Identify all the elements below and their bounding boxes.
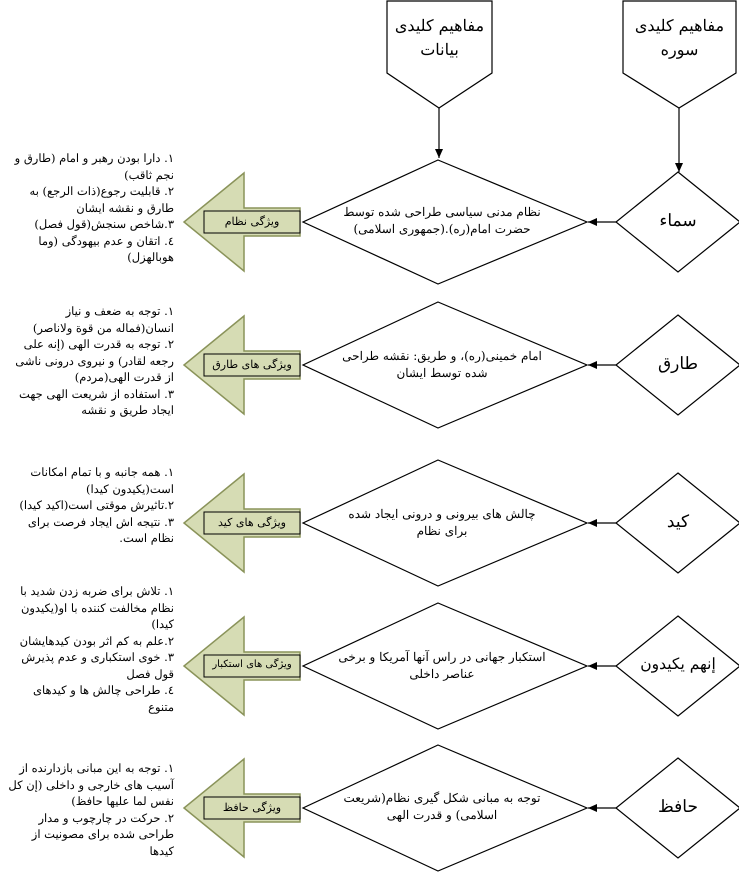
description-text: نظام مدنی سیاسی طراحی شده توسط حضرت امام(ره).(جمهوری اسلامی) [343, 205, 541, 236]
note-item: ۱. توجه به این مبانی بازدارنده از آسیب های خارجی و داخلی (إن کل نفس لما علیها حافظ) [8, 761, 174, 808]
keyword-label: طارق [657, 354, 699, 374]
note-item: ۳. خوی استکباری و عدم پذیرش قول فصل [21, 650, 174, 681]
description-text: امام خمینی(ره)، و طریق: نقشه طراحی شده توسط ایشان [342, 349, 542, 380]
note-item: ۱. توجه به ضعف و نیاز انسان(فماله من قوة ولاناصر) [32, 304, 174, 335]
note-item: ۲. توجه به قدرت الهی (إنه علی رجعه لقادر) و نیروی درونی ناشی از قدرت الهی(مردم) [15, 337, 174, 384]
note-item: ٤. طراحی چالش ها و کیدهای متنوع [33, 683, 174, 714]
note-item: ٤. اتقان و عدم بیهودگی (وما هوبالهزل) [38, 233, 174, 264]
notes-list [6, 303, 174, 419]
header-bayanat-line2: بیانات [420, 40, 459, 59]
note-item: ۳. نتیجه اش ایجاد فرصت برای نظام است. [27, 514, 174, 545]
feature-label: ویژگی نظام [224, 215, 280, 228]
keyword-label: سماء [659, 211, 697, 231]
header-bayanat-line1: مفاهیم کلیدی [394, 16, 485, 35]
note-item: ۳. استفاده از شریعت الهی جهت ایجاد طریق و نقشه [19, 386, 174, 417]
notes-list [6, 583, 174, 715]
feature-label: ویژگی های استکبار [212, 659, 292, 670]
notes-list [6, 150, 174, 266]
note-item: ۱. همه جانبه و با تمام امکانات است(یکیدون کیدا) [30, 465, 174, 496]
keyword-label: حافظ [658, 797, 698, 817]
header-sura [623, 14, 736, 62]
feature-label: ویژگی حافظ [222, 801, 282, 814]
note-item: ۲.تاثیرش موقتی است(اکید کیدا) [19, 498, 174, 512]
keyword-label: کید [666, 512, 690, 532]
note-item: ۱. دارا بودن رهبر و امام (طارق و نجم ثاقب) [14, 151, 174, 182]
notes-list [6, 760, 174, 859]
header-sura-line1: مفاهیم کلیدی [634, 16, 725, 35]
header-bayanat [387, 14, 492, 62]
note-item: ۲. حرکت در چارچوب و مدار طراحی شده برای مصونیت از کیدها [31, 810, 174, 858]
description-text: توجه به مبانی شکل گیری نظام(شریعت اسلامی) و قدرت الهی [343, 791, 541, 822]
header-sura-line2: سوره [660, 40, 699, 59]
notes-list [6, 464, 174, 547]
description-text: استکبار جهانی در راس آنها آمریکا و برخی عناصر داخلی [338, 650, 546, 681]
keyword-label: إنهم یکیدون [640, 655, 716, 673]
note-item: ۳.شاخص سنجش(قول فصل) [34, 217, 174, 231]
feature-label: ویژگی های کید [218, 516, 286, 529]
note-item: ۲.علم به کم اثر بودن کیدهایشان [19, 633, 174, 648]
note-item: ۲. قابلیت رجوع(ذات الرجع) به طارق و نقشه ایشان [29, 184, 174, 215]
feature-label: ویژگی های طارق [212, 358, 292, 371]
note-item: ۱. تلاش برای ضربه زدن شدید با نظام مخالفت کننده با او(یکیدون کیدا) [20, 584, 174, 631]
description-text: چالش های بیرونی و درونی ایجاد شده برای نظام [348, 507, 536, 538]
